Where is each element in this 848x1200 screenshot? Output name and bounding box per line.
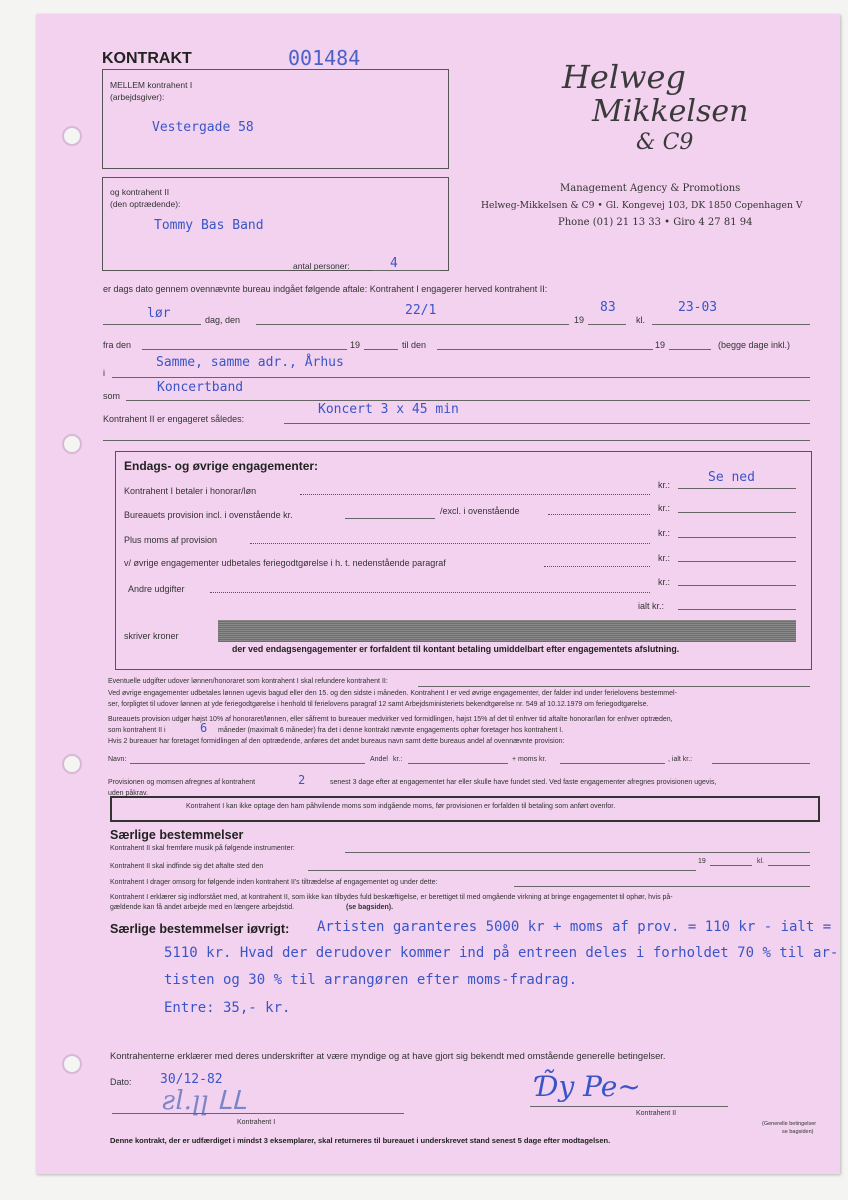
persons-line [372,270,440,271]
holiday-label: v/ øvrige engagementer udbetales feriegodtgørelse i h. t. nedenstående paragraf [124,558,446,568]
contractor2-label: og kontrahent II [110,187,170,197]
name-label: Navn: [108,756,127,763]
arrival-year: 19 [698,858,706,865]
share-kr-label: kr.: [393,756,403,763]
logo-text: Mikkelsen [592,94,749,129]
from-line [142,349,347,350]
in-line [112,377,810,378]
fineprint-commission: Bureauets provision udgør højst 10% af honoraret/lønnen, eller såfremt to bureauer medvirker ved formidlingen, højst 15% af det til enhver tid aftalte honorar/løn for enhver optræden, [108,716,673,723]
agency-tagline: Management Agency & Promotions [560,183,741,194]
share-label: Andel [370,756,388,763]
signatures-declaration: Kontrahenterne erklærer med deres underskrifter at være myndige og at have gjort sig bekendt med omstående generelle betingelser. [110,1050,666,1061]
contractor2-value: Tommy Bas Band [154,218,264,233]
to-line [437,349,653,350]
commission-excl-label: /excl. i ovenstående [440,506,520,516]
other-kr: kr.: [658,577,671,587]
punch-hole [62,754,82,774]
special-termination: Kontrahent I erklærer sig indforstået med, at kontrahent II, som ikke kan tilbydes fuld beskæftigelse, er berettiget til med omgående virkning at bringe engagementet til ophør, hvis på- [110,894,673,901]
in-label: i [103,368,105,378]
vat-kr: kr.: [658,528,671,538]
commission-label: Bureauets provision incl. i ovenstående kr. [124,510,293,520]
vat-dots [250,543,650,544]
special-other-line4: Entre: 35,- kr. [164,1000,291,1016]
fee-label: Kontrahent I betaler i honorar/løn [124,486,257,496]
special-care: Kontrahent I drager omsorg for følgende inden kontrahent II's tiltrædelse af engagementet og under dette: [110,879,438,886]
contractor2-sublabel: (den optrædende): [110,199,181,209]
total-line [678,609,796,610]
engagements-heading: Endags- og øvrige engagementer: [124,459,319,473]
holiday-line [678,561,796,562]
punch-hole [62,434,82,454]
special-other-line3: tisten og 30 % til arrangøren efter moms-fradrag. [164,972,578,988]
other-line [678,585,796,586]
year-line [588,324,626,325]
fee-value: Se ned [708,470,755,485]
arrival-time: kl. [757,858,764,865]
fee-dots [300,494,650,495]
engaged-line-2 [103,440,810,441]
party2-label: Kontrahent II [636,1110,677,1117]
day-label: dag, den [205,315,241,325]
vat-notice: Kontrahent I kan ikke optage den ham påhvilende moms som indgående moms, før provisionen er forfalden til betaling som anført ovenfor. [186,803,616,810]
day-value: lør [147,306,171,321]
holiday-kr: kr.: [658,553,671,563]
logo-text: Helweg [562,58,686,96]
special-other-line1: Artisten garanteres 5000 kr + moms af prov. = 110 kr - ialt = [317,919,832,935]
care-line [514,886,810,887]
words-field [218,620,796,642]
agency-phone: Phone (01) 21 13 33 • Giro 4 27 81 94 [558,217,753,228]
party1-label: Kontrahent I [237,1119,276,1126]
agency-address: Helweg-Mikkelsen & C9 • Gl. Kongevej 103, DK 1850 Copenhagen V [481,200,803,211]
agency-total-label: , ialt kr.: [668,756,693,763]
arrival-year-line [710,865,752,866]
date-label: Dato: [110,1077,132,1087]
time-line [652,324,810,325]
words-label: skriver kroner [124,631,179,641]
engagements-footer: der ved endagsengagementer er forfaldent til kontant betaling umiddelbart efter engagementets afslutning. [232,644,680,654]
settlement-pre: Provisionen og momsen afregnes af kontrahent [108,779,256,786]
general-note-1: (Generelle betingelser [762,1121,817,1127]
engaged-label: Kontrahent II er engageret således: [103,414,245,424]
date-value: 22/1 [405,303,437,318]
persons-label: antal personer: [293,261,350,271]
special-termination-note: (se bagsiden). [346,904,394,911]
special-arrival: Kontrahent II skal indfinde sig det aftalte sted den [110,863,264,870]
to-label: til den [402,340,427,350]
fineprint-months-post: måneder (maximalt 6 måneder) fra det i denne kontrakt nævnte engagements ophør foretager hos kontrahent I. [218,727,564,734]
time-value: 23-03 [678,300,718,315]
commission-line [678,512,796,513]
fee-kr: kr.: [658,480,671,490]
special-other-line2: 5110 kr. Hvad der derudover kommer ind på entreen deles i forholdet 70 % til ar- [164,945,839,961]
agreement-intro: er dags dato gennem ovennævnte bureau indgået følgende aftale: Kontrahent I engagerer herved kontrahent II: [103,284,548,294]
fineprint-months-value: 6 [200,721,208,735]
punch-hole [62,1054,82,1074]
settlement-post: senest 3 dage efter at engagementet har eller skulle have fundet sted. Ved faste engagementer afregnes provisionen ugevis, [330,779,717,786]
special-instruments: Kontrahent II skal fremføre musik på følgende instrumenter: [110,845,295,852]
settlement-post-2: uden påkrav. [108,790,148,797]
year-value: 83 [600,300,616,315]
fineprint-expenses: Eventuelle udgifter udover lønnen/honoraret som kontrahent I skal refundere kontrahent II: [108,678,388,685]
expenses-line [418,686,810,687]
contractor1-label: MELLEM kontrahent I [110,80,193,90]
signing-date-value: 30/12-82 [160,1072,223,1087]
persons-value: 4 [390,256,398,271]
contract-number: 001484 [288,46,361,70]
return-notice: Denne kontrakt, der er udfærdiget i mindst 3 eksemplarer, skal returneres til bureauet i underskrevet stand senest 5 dage efter modtagelsen. [110,1136,611,1145]
agency-vat-line [560,763,665,764]
punch-hole [62,126,82,146]
signature-2-line [530,1106,728,1107]
as-label: som [103,391,121,401]
other-label: Andre udgifter [128,584,185,594]
engaged-line [284,423,810,424]
from-year-line [364,349,398,350]
commission-dots [548,514,650,515]
as-line [126,400,810,401]
fineprint-two-agencies: Hvis 2 bureauer har foretaget formidlingen af den optrædende, anføres det andet bureaus navn samt dette bureaus andel af ovennævnte provision: [108,738,565,745]
as-value: Koncertband [157,380,244,395]
arrival-line [308,870,696,871]
arrival-time-line [768,865,810,866]
name-line [130,763,365,764]
contractor1-sublabel: (arbejdsgiver): [110,92,165,102]
time-label: kl. [636,315,645,325]
share-line [408,763,508,764]
general-note-2: se bagsiden) [782,1129,814,1135]
fineprint-months-pre: som kontrahent II i [108,727,166,734]
to-year: 19 [655,340,666,350]
in-value: Samme, samme adr., Århus [156,355,344,370]
holiday-dots [544,566,650,567]
vat-label: Plus moms af provision [124,535,218,545]
special-termination-2: gældende kan få andet arbejde med en længere arbejdstid. [110,904,295,911]
signature-1-line [112,1113,404,1114]
from-label: fra den [103,340,132,350]
commission-kr: kr.: [658,503,671,513]
instruments-line [345,852,810,853]
fineprint-salary-2: ser, forpligtet til udover lønnen at yde feriegodtgørelse i henhold til ferielovens paragraf 12 samt Arbejdsministeriets bekendtgørelse nr. 549 af 10.12.1979 om feriegodtgørelse. [108,701,649,708]
contractor1-value: Vestergade 58 [152,120,254,135]
agency-total-line [712,763,810,764]
fee-line [678,488,796,489]
year-prefix: 19 [574,315,585,325]
logo-text: & C9 [636,130,694,155]
signature-2: Ɗ̃y Pe~ [536,1070,641,1103]
total-label: ialt kr.: [638,601,665,611]
fineprint-salary: Ved øvrige engagementer udbetales lønnen ugevis bagud eller den 15. og den sidste i måneden. Kontrahent I er ved øvrige engagementer, der falder ind under ferielovens bestemmel- [108,690,677,697]
to-year-line [669,349,711,350]
contract-title: KONTRAKT [102,50,192,67]
signature-1: ƨl.ꞁꞁ ᒪᒪ [162,1086,246,1116]
engaged-value: Koncert 3 x 45 min [318,402,459,417]
other-dots [210,592,650,593]
commission-incl-line [345,518,435,519]
vat-line [678,537,796,538]
agency-vat-label: + moms kr. [512,756,547,763]
date-line [256,324,569,325]
day-line [103,324,201,325]
inclusive-note: (begge dage inkl.) [718,340,791,350]
settlement-value: 2 [298,773,306,787]
special-other-heading: Særlige bestemmelser iøvrigt: [110,922,290,936]
from-year: 19 [350,340,361,350]
special-heading: Særlige bestemmelser [110,828,244,842]
